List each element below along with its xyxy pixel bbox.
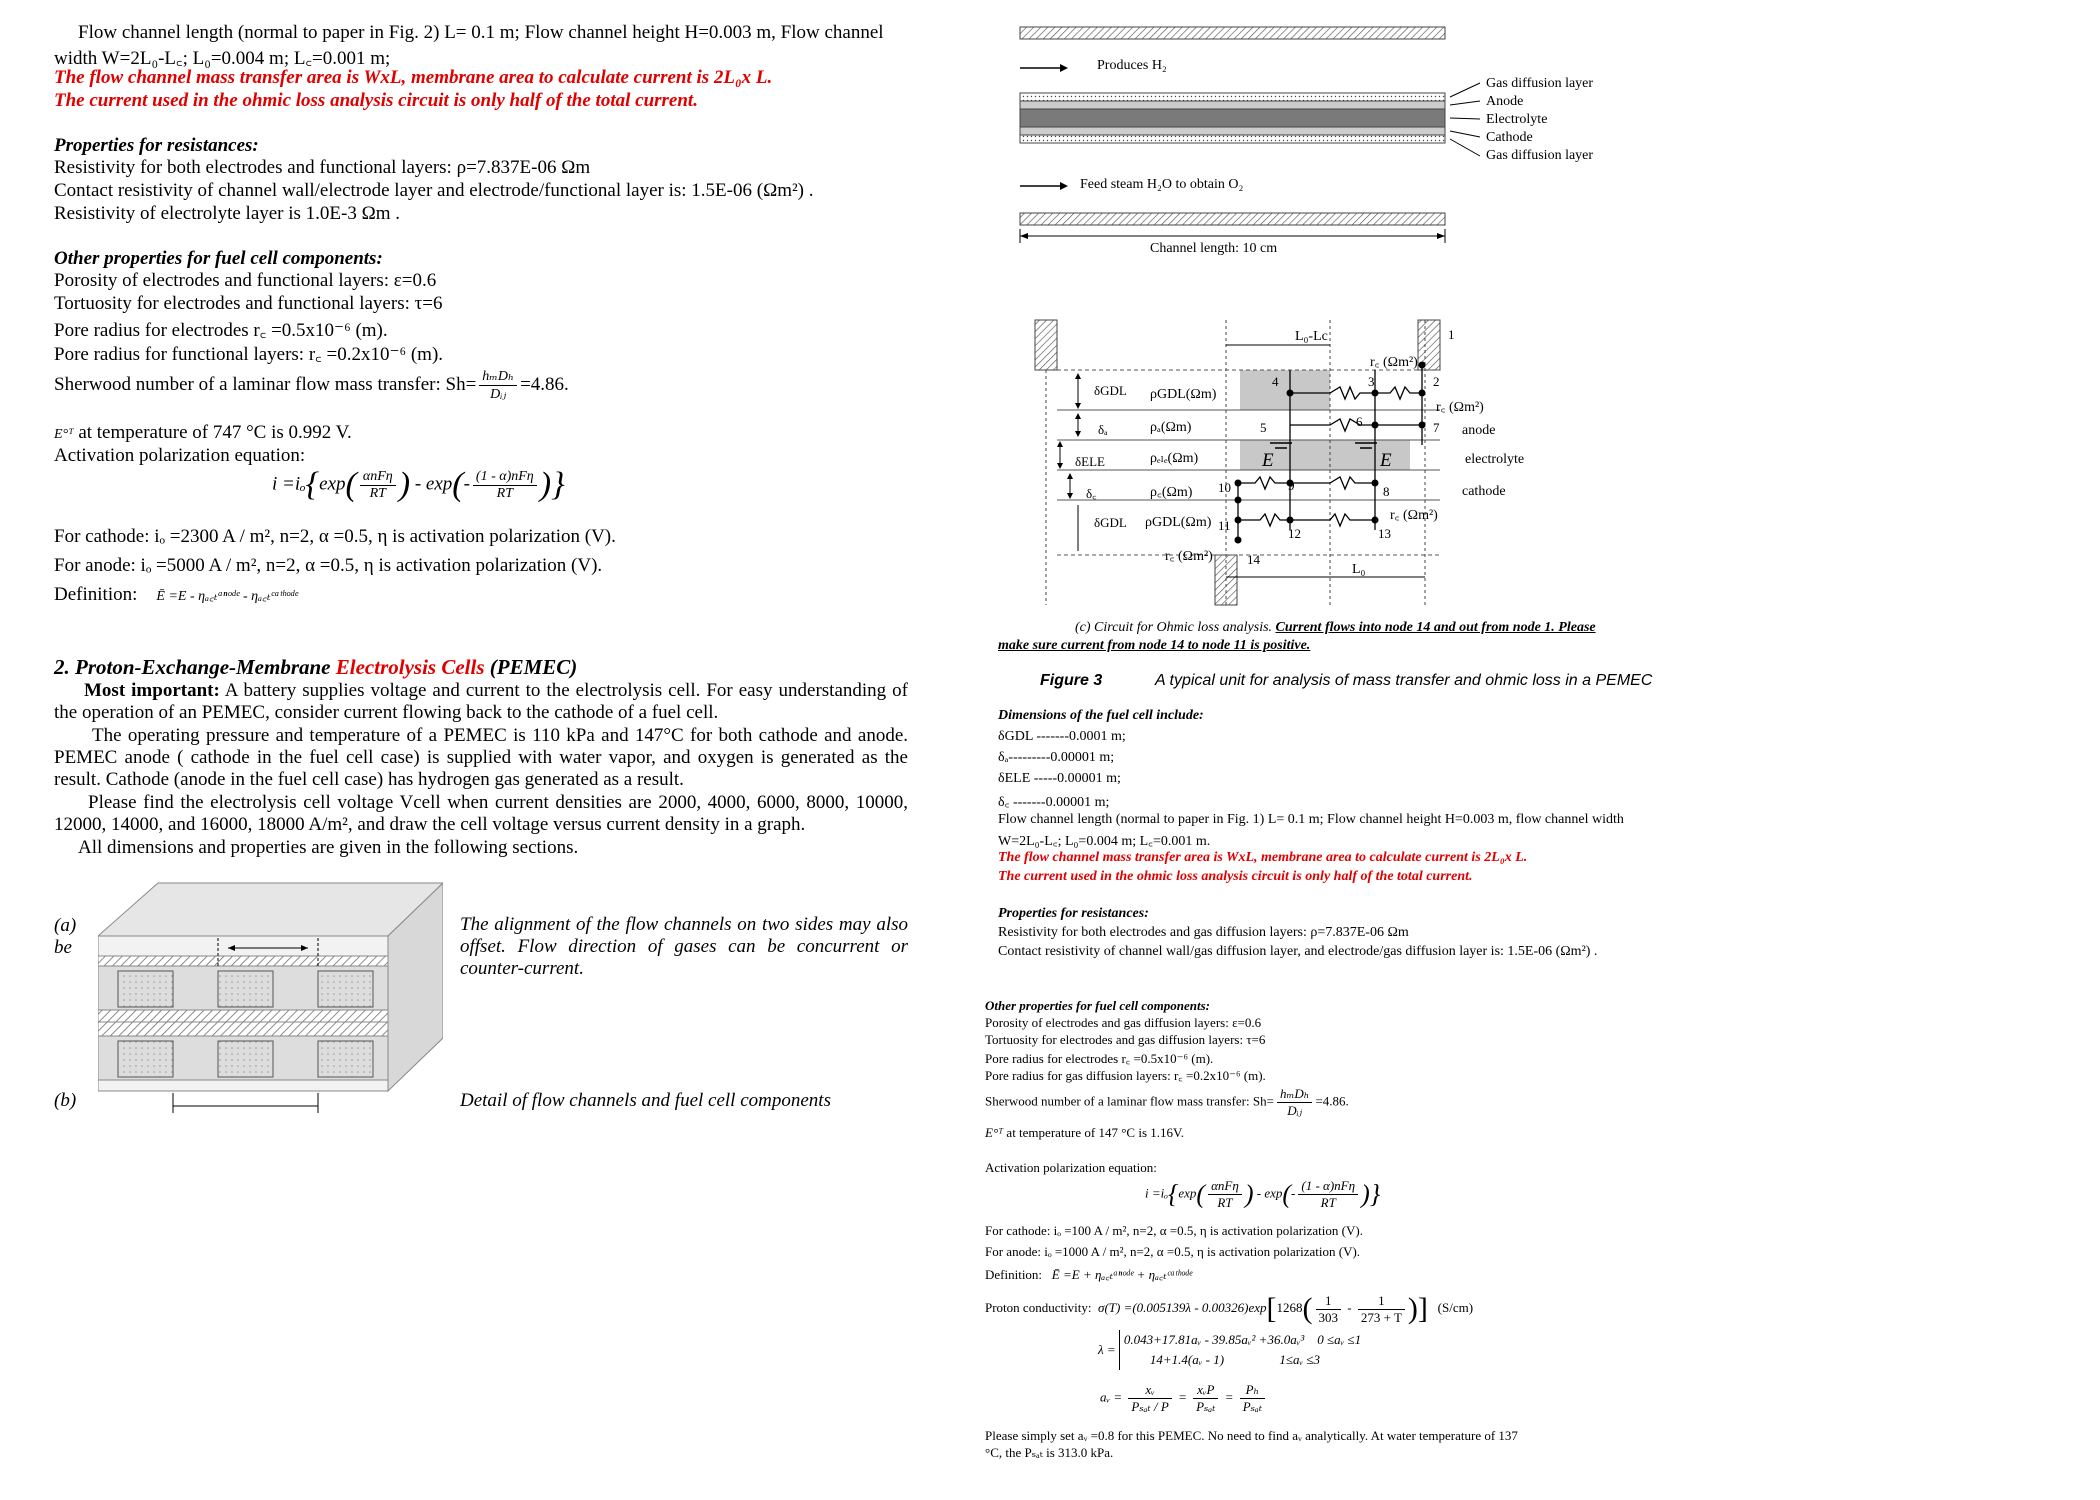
figure-3-caption: A typical unit for analysis of mass transfer and ohmic loss in a PEMEC <box>1155 672 1653 689</box>
circuit-rho-ele: ρₑₗₑ(Ωm) <box>1150 451 1199 466</box>
layer-label-gdl-bottom: Gas diffusion layer <box>1486 148 1594 163</box>
right-porosity-line: Porosity of electrodes and gas diffusion layers: ε=0.6 <box>985 1015 1262 1030</box>
dim-gdl: δGDL -------0.0001 m; <box>998 729 1126 744</box>
node-9: 9 <box>1288 478 1295 493</box>
channel-length-label: Channel length: 10 cm <box>1150 241 1278 256</box>
circuit-electrolyte-label: electrolyte <box>1465 452 1525 467</box>
layer-label-cathode: Cathode <box>1486 130 1533 145</box>
circuit-delta-a: δₐ <box>1098 422 1108 437</box>
right-other-heading: Other properties for fuel cell components: <box>985 998 1210 1013</box>
right-resistivity-line: Resistivity for both electrodes and gas diffusion layers: ρ=7.837E-06 Ωm <box>998 925 1409 940</box>
right-pore-radius-gdl: Pore radius for gas diffusion layers: r꜀ =0.2x10⁻⁶ (m). <box>985 1068 1266 1083</box>
circuit-rho-gdl: ρGDL(Ωm) <box>1150 387 1217 402</box>
red-note-1: The flow channel mass transfer area is WxL, membrane area to calculate current is 2L₀x L. <box>54 67 773 88</box>
flow-dims-line-1: Flow channel length (normal to paper in Fig. 2) L= 0.1 m; Flow channel height H=0.003 m, Flow channel <box>78 22 884 43</box>
pore-radius-electrodes: Pore radius for electrodes r꜀ =0.5x10⁻⁶ (m). <box>54 320 388 341</box>
sherwood-line: Sherwood number of a laminar flow mass transfer: Sh= $\frac{\text{hₘDₕ}}{\text{Dᵢⱼ}}$ =4.86. <box>54 369 569 402</box>
node-4: 4 <box>1272 374 1279 389</box>
dim-electrolyte: δELE -----0.00001 m; <box>998 771 1121 786</box>
circuit-rc-node2: r꜀ (Ωm²) <box>1436 400 1484 415</box>
layer-label-anode: Anode <box>1486 94 1524 109</box>
right-red-note-1: The flow channel mass transfer area is WxL, membrane area to calculate current is 2L₀x L. <box>998 850 1528 865</box>
simply-set-line: Please simply set aᵥ =0.8 for this PEMEC. No need to find aᵥ analytically. At water temperature of 137 <box>985 1428 1518 1443</box>
produces-h2-label: Produces H₂ <box>1097 58 1167 73</box>
fig-b-label: (b) <box>54 1090 77 1111</box>
figure-3-label: Figure 3 <box>1040 672 1103 689</box>
fig-b-caption: Detail of flow channels and fuel cell components <box>460 1090 831 1111</box>
node-13: 13 <box>1378 526 1391 541</box>
electrolyte-resistivity-line: Resistivity of electrolyte layer is 1.0E-3 Ωm . <box>54 203 401 224</box>
node-1: 1 <box>1448 327 1455 342</box>
node-6: 6 <box>1356 414 1363 429</box>
right-cathode-parameters: For cathode: iₒ =100 A / m², n=2, α =0.5, η is activation polarization (V). <box>985 1223 1363 1238</box>
right-definition-line: Definition: Ē =E + ηₐ꜀ₜᵃⁿᵒᵈᵉ + ηₐ꜀ₜᶜᵃᵗʰᵒᵈᵉ <box>985 1267 1193 1282</box>
water-activity-equation: aᵥ = $\frac{\text{xᵥ}}{\text{Pₛₐₜ / P}}$ = $\frac{\text{xᵥP}}{\text{Pₛₐₜ}}$ = $\frac{\text{Pₕ}}{\text{Pₛₐₜ}}$ <box>1100 1382 1268 1415</box>
fig-a-caption: The alignment of the flow channels on two sides may also offset. Flow direction of gases can be concurrent or counter-current. <box>460 914 908 979</box>
right-anode-parameters: For anode: iₒ =1000 A / m², n=2, α =0.5, η is activation polarization (V). <box>985 1244 1361 1259</box>
node-12: 12 <box>1288 526 1301 541</box>
right-activation-label: Activation polarization equation: <box>985 1160 1157 1175</box>
pore-radius-functional: Pore radius for functional layers: r꜀ =0.2x10⁻⁶ (m). <box>54 344 444 365</box>
activation-equation: i =iₒ{exp( $\frac{\text{αnFη}}{RT}$ ) - exp(- $\frac{\text{(1 - α)nFη}}{RT}$ )} <box>272 466 565 503</box>
circuit-rho-gdl-bottom: ρGDL(Ωm) <box>1145 515 1212 530</box>
node-2: 2 <box>1433 374 1440 389</box>
circuit-rc-top: r꜀ (Ωm²) <box>1370 355 1418 370</box>
paragraph-operating: The operating pressure and temperature of a PEMEC is 110 kPa and 147°C for both cathode and anode. PEMEC anode ( cathode in the fuel cell case) is supplied with water vapor, and oxygen is generated as the result. Cathode (anode in the fuel cell case) has hydrogen gas generated as a result. <box>54 725 908 790</box>
node-8: 8 <box>1383 484 1390 499</box>
layer-label-gdl-top: Gas diffusion layer <box>1486 76 1594 91</box>
proton-conductivity-line: Proton conductivity: σ(T) =(0.005139λ - 0.00326)exp[1268( $\frac{1}{303}$ - $\frac{1}{273 + T}$ )] (S/cm) <box>985 1292 1474 1325</box>
resistivity-line: Resistivity for both electrodes and functional layers: ρ=7.837E-06 Ωm <box>54 157 591 178</box>
right-flow-dims-2: W=2L₀-L꜀; L₀=0.004 m; L꜀=0.001 m. <box>998 834 1211 849</box>
dim-cathode: δ꜀ -------0.00001 m; <box>998 795 1110 810</box>
layer-label-electrolyte: Electrolyte <box>1486 112 1548 127</box>
circuit-delta-c: δ꜀ <box>1086 486 1097 501</box>
paragraph-please-find: Please find the electrolysis cell voltage Vcell when current densities are 2000, 4000, 6000, 8000, 10000, 12000, 14000, and 16000, 18000 A/m², and draw the cell voltage versus current density in a graph. <box>54 792 908 835</box>
right-pore-radius-electrodes: Pore radius for electrodes r꜀ =0.5x10⁻⁶ (m). <box>985 1051 1214 1066</box>
circuit-rc-bottom: r꜀ (Ωm²) <box>1165 549 1213 564</box>
node-5: 5 <box>1260 420 1267 435</box>
red-note-2: The current used in the ohmic loss analysis circuit is only half of the total current. <box>54 90 698 111</box>
circuit-cathode-label: cathode <box>1462 484 1506 499</box>
circuit-ebar-right: E <box>1380 450 1392 471</box>
right-sherwood-line: Sherwood number of a laminar flow mass transfer: Sh= $\frac{\text{hₘDₕ}}{\text{Dᵢⱼ}}$ =4.86. <box>985 1086 1349 1118</box>
porosity-line: Porosity of electrodes and functional layers: ε=0.6 <box>54 270 437 291</box>
circuit-delta-gdl-bottom: δGDL <box>1094 515 1127 530</box>
node-11: 11 <box>1218 518 1231 533</box>
circuit-delta-gdl: δGDL <box>1094 383 1127 398</box>
feed-steam-label: Feed steam H₂O to obtain O₂ <box>1080 177 1244 192</box>
right-activation-equation: i =iₒ{exp( $\frac{\text{αnFη}}{RT}$ ) - exp(- $\frac{\text{(1 - α)nFη}}{RT}$ )} <box>1145 1178 1381 1210</box>
node-14: 14 <box>1247 552 1260 567</box>
fig-c-caption-line-2: make sure current from node 14 to node 11 is positive. <box>998 638 1311 653</box>
circuit-ebar-left: E <box>1262 450 1274 471</box>
circuit-rho-a: ρₐ(Ωm) <box>1150 420 1192 435</box>
definition-line: Definition: Ē =E - ηₐ꜀ₜᵃⁿᵒᵈᵉ - ηₐ꜀ₜᶜᵃᵗʰᵒᵈᵉ <box>54 584 299 605</box>
flow-channel-3d-figure <box>98 878 443 1118</box>
contact-resistivity-line: Contact resistivity of channel wall/electrode layer and electrode/functional layer is: 1.5E-06 (Ωm²) . <box>54 180 814 201</box>
right-flow-dims-1: Flow channel length (normal to paper in Fig. 1) L= 0.1 m; Flow channel height H=0.003 m, flow channel width <box>998 812 1624 827</box>
circuit-l0-label: L₀ <box>1352 562 1366 577</box>
right-red-note-2: The current used in the ohmic loss analysis circuit is only half of the total current. <box>998 869 1473 884</box>
circuit-delta-ele: δELE <box>1075 454 1105 469</box>
dimensions-heading: Dimensions of the fuel cell include: <box>998 708 1204 723</box>
right-tortuosity-line: Tortuosity for electrodes and gas diffusion layers: τ=6 <box>985 1032 1266 1047</box>
section-heading: 2. Proton-Exchange-Membrane Electrolysis Cells (PEMEC) <box>54 655 578 679</box>
fig-c-caption-line-1: (c) Circuit for Ohmic loss analysis. Current flows into node 14 and out from node 1. Please <box>1075 620 1596 635</box>
et-line: E°ᵀ at temperature of 747 °C is 0.992 V. <box>54 422 352 443</box>
right-resistances-heading: Properties for resistances: <box>998 906 1149 921</box>
cathode-parameters: For cathode: iₒ =2300 A / m², n=2, α =0.5, η is activation polarization (V). <box>54 526 616 547</box>
circuit-rho-c: ρ꜀(Ωm) <box>1150 485 1193 500</box>
right-contact-resistivity-line: Contact resistivity of channel wall/gas diffusion layer, and electrode/gas diffusion layer is: 1.5E-06 (Ωm²) . <box>998 944 1598 959</box>
circuit-anode-label: anode <box>1462 423 1496 438</box>
node-10: 10 <box>1218 480 1231 495</box>
other-properties-heading: Other properties for fuel cell components: <box>54 248 383 269</box>
paragraph-dimensions: All dimensions and properties are given in the following sections. <box>78 837 579 858</box>
flow-dims-line-2: width W=2L₀-L꜀; L₀=0.004 m; L꜀=0.001 m; <box>54 48 391 69</box>
cell-stack-figure <box>1010 15 1650 265</box>
circuit-l0-minus-lc: L₀-Lc <box>1295 329 1328 344</box>
lambda-equation: λ = 0.043+17.81aᵥ - 39.85aᵥ² +36.0aᵥ³ 0 ≤aᵥ ≤1 14+1.4(aᵥ - 1) 1≤aᵥ ≤3 <box>1098 1330 1361 1370</box>
activation-label: Activation polarization equation: <box>54 445 306 466</box>
anode-parameters: For anode: iₒ =5000 A / m², n=2, α =0.5, η is activation polarization (V). <box>54 555 603 576</box>
fig-a-label-be: be <box>54 937 72 958</box>
fig-a-label: (a) <box>54 915 77 936</box>
psat-line: °C, the Pₛₐₜ is 313.0 kPa. <box>985 1445 1114 1460</box>
tortuosity-line: Tortuosity for electrodes and functional layers: τ=6 <box>54 293 443 314</box>
node-3: 3 <box>1368 374 1375 389</box>
paragraph-most-important: Most important: A battery supplies voltage and current to the electrolysis cell. For easy understanding of the operation of an PEMEC, consider current flowing back to the cathode of a fuel cell. <box>54 680 908 723</box>
right-et-line: E°ᵀ at temperature of 147 °C is 1.16V. <box>985 1125 1184 1140</box>
dim-anode: δₐ---------0.00001 m; <box>998 750 1115 765</box>
circuit-rc-node8: r꜀ (Ωm²) <box>1390 508 1438 523</box>
resistances-heading: Properties for resistances: <box>54 135 259 156</box>
node-7: 7 <box>1433 420 1440 435</box>
